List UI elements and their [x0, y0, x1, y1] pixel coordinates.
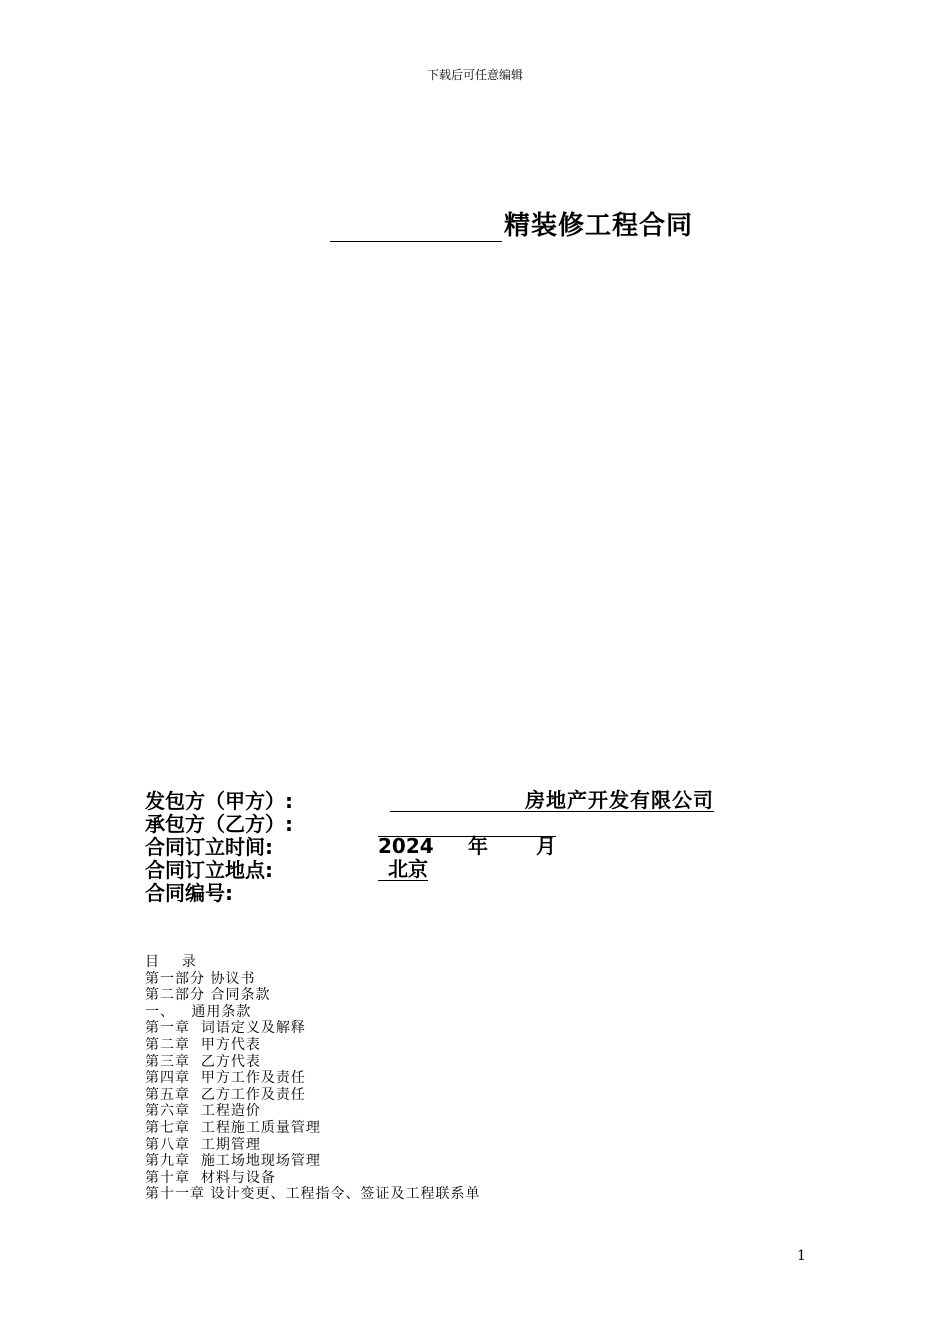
- toc-item: 第九章 施工场地现场管理: [145, 1153, 321, 1170]
- contract-title: [330, 205, 693, 242]
- title-blank-line: [330, 211, 502, 242]
- toc-item: 第十一章 设计变更、工程指令、签证及工程联系单: [145, 1186, 481, 1203]
- sign-date-year: 2024: [378, 834, 434, 858]
- sign-date-label: 合同订立时间:: [145, 835, 273, 859]
- toc-item: 第六章 工程造价: [145, 1103, 261, 1120]
- contract-no-label: 合同编号:: [145, 881, 233, 905]
- toc-item: 第一部分 协议书: [145, 970, 256, 987]
- toc-item: 第八章 工期管理: [145, 1136, 261, 1153]
- party-a-value: 房地产开发有限公司: [525, 788, 714, 812]
- toc-item: 第四章 甲方工作及责任: [145, 1070, 306, 1087]
- party-b-label: 承包方（乙方）:: [145, 812, 293, 836]
- sign-date-month-unit: 月: [536, 834, 556, 858]
- toc-item: 第一章 词语定义及解释: [145, 1020, 306, 1037]
- page-number: 1: [797, 1248, 806, 1264]
- sign-date-value: [378, 834, 556, 858]
- party-a-blank-line: [390, 790, 525, 812]
- party-a-label: 发包方（甲方）:: [145, 789, 293, 813]
- toc-item: 第七章 工程施工质量管理: [145, 1119, 321, 1136]
- sign-date-year-unit: 年: [468, 834, 488, 858]
- toc-item: 第十章 材料与设备: [145, 1169, 276, 1186]
- title-text: 精装修工程合同: [504, 211, 694, 241]
- header-note: 下载后可任意编辑: [426, 68, 523, 82]
- toc-item: 第五章 乙方工作及责任: [145, 1086, 306, 1103]
- table-of-contents: [145, 954, 480, 1203]
- sign-place-label: 合同订立地点:: [145, 858, 273, 882]
- toc-item: 第二章 甲方代表: [145, 1036, 261, 1053]
- sign-place-value: 北京: [378, 859, 428, 881]
- toc-heading: 目 录: [145, 954, 197, 970]
- toc-item: 第二部分 合同条款: [145, 987, 271, 1004]
- toc-item: 第三章 乙方代表: [145, 1053, 261, 1070]
- toc-item: 一、 通用条款: [145, 1003, 252, 1020]
